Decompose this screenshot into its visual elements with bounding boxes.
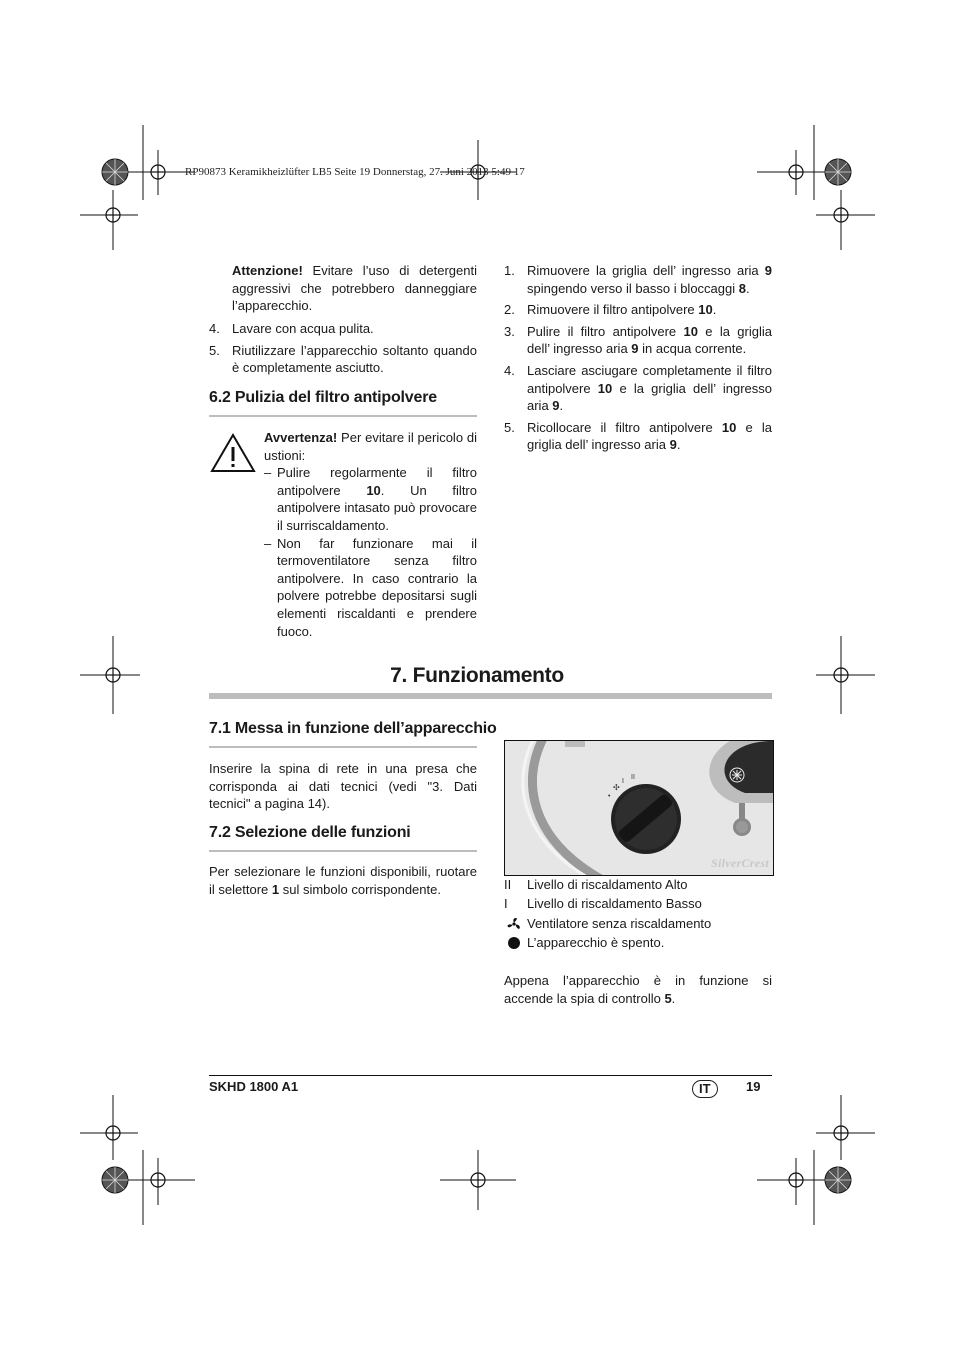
list-item: 1. Rimuovere la griglia dell’ ingresso aria 9 spingendo verso il basso i bloccaggi 8. xyxy=(504,263,772,296)
control-panel-figure xyxy=(504,740,774,876)
svg-text:✣: ✣ xyxy=(613,783,620,792)
section-rule xyxy=(209,850,477,852)
warning-label: Avvertenza! xyxy=(264,430,338,445)
brand-logo: SilverCrest xyxy=(711,856,769,870)
section-heading-7-2: 7.2 Selezione delle funzioni xyxy=(209,824,411,841)
list-item: 4. Lavare con acqua pulita. xyxy=(209,321,374,336)
svg-text:I: I xyxy=(622,778,624,785)
section-rule xyxy=(209,746,477,748)
warning-note xyxy=(264,429,477,640)
cleaning-steps-list xyxy=(209,320,477,377)
chapter-rule xyxy=(209,693,772,699)
section-heading-6-2: 6.2 Pulizia del filtro antipolvere xyxy=(209,389,437,406)
legend-text: L’apparecchio è spento. xyxy=(527,935,665,950)
footer-model: SKHD 1800 A1 xyxy=(209,1079,299,1094)
attention-text: Evitare l’uso di detergenti aggressivi che potrebbero danneggiare l’apparecchio. xyxy=(232,263,477,314)
off-dot-icon xyxy=(504,936,524,950)
list-item: 2. Rimuovere il filtro antipolvere 10. xyxy=(504,302,717,318)
filter-steps-list xyxy=(504,262,772,454)
list-item: – Pulire regolarmente il filtro antipolvere 10. Un filtro antipolvere intasato può provocare il surriscaldamento. xyxy=(264,465,477,533)
chapter-title: 7. Funzionamento xyxy=(390,664,564,687)
legend-text: Ventilatore senza riscaldamento xyxy=(527,916,712,931)
section-rule xyxy=(209,415,477,417)
legend-symbol: I xyxy=(504,896,508,911)
paragraph-7-1: Inserire la spina di rete in una presa che corrisponda ai dati tecnici (vedi "3. Dati tecnici" a pagina 14). xyxy=(209,761,477,812)
fan-icon xyxy=(504,916,524,932)
list-item: 3. Pulire il filtro antipolvere 10 e la griglia dell’ ingresso aria 9 in acqua corrente. xyxy=(504,323,772,357)
list-item: – Non far funzionare mai il termoventilatore senza filtro antipolvere. In caso contrario la polvere potrebbe depositarsi sugli elementi riscaldanti e prendere fuoco. xyxy=(264,535,477,639)
warning-triangle-icon xyxy=(210,432,256,474)
indicator-paragraph: Appena l’apparecchio è in funzione si accende la spia di controllo 5. xyxy=(504,973,772,1006)
legend-text: Livello di riscaldamento Basso xyxy=(527,896,702,911)
control-panel-illustration xyxy=(505,741,773,875)
print-header: RP90873 Keramikheizlüfter LB5 Seite 19 Donnerstag, 27. Juni 2013 5:49 17 xyxy=(185,166,525,178)
list-item: 4. Lasciare asciugare completamente il filtro antipolvere 10 e la griglia dell’ ingresso aria 9. xyxy=(504,362,773,414)
warning-text: Per evitare il pericolo di ustioni: xyxy=(264,430,477,463)
section-heading-7-1: 7.1 Messa in funzione dell’apparecchio xyxy=(209,720,497,737)
legend-text: Livello di riscaldamento Alto xyxy=(527,877,688,892)
attention-label: Attenzione! xyxy=(232,263,303,278)
svg-text:•: • xyxy=(608,793,611,800)
legend-symbol: II xyxy=(504,877,512,892)
footer-rule xyxy=(209,1075,772,1076)
paragraph-7-2: Per selezionare le funzioni disponibili, ruotare il selettore 1 sul simbolo corrispondente. xyxy=(209,864,477,897)
language-badge: IT xyxy=(692,1080,718,1098)
svg-text:II: II xyxy=(631,774,635,781)
list-item: 5. Riutilizzare l’apparecchio soltanto quando è completamente asciutto. xyxy=(209,342,477,376)
list-item: 5. Ricollocare il filtro antipolvere 10 e la griglia dell’ ingresso aria 9. xyxy=(504,419,772,453)
attention-note xyxy=(232,262,477,315)
page-number: 19 xyxy=(746,1079,761,1094)
